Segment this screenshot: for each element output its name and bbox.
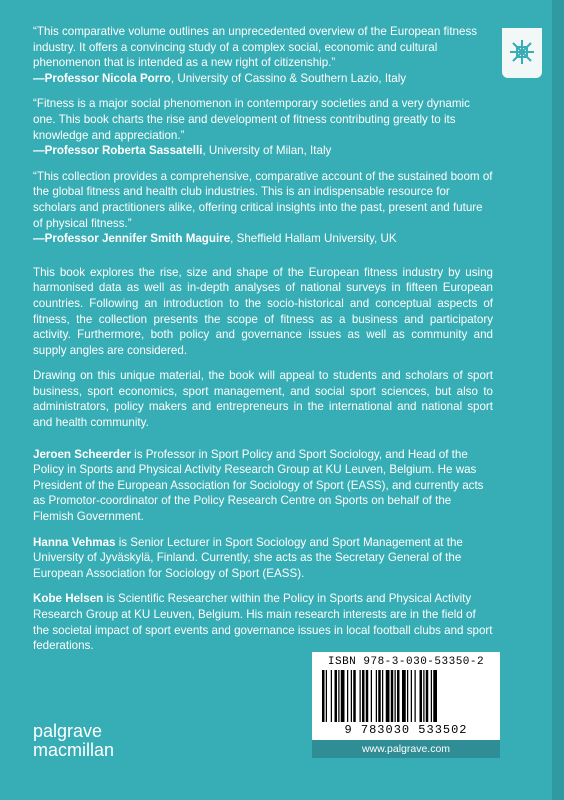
barcode-bar	[322, 670, 325, 722]
editor-bio	[33, 535, 493, 582]
spine-edge	[552, 0, 564, 800]
logo-line: macmillan	[33, 740, 115, 760]
back-cover-text	[33, 24, 493, 664]
quote-affiliation: , University of Cassino & Southern Lazio, Italy	[170, 71, 407, 85]
quote-attribution	[33, 143, 493, 159]
quote-author: —Professor Roberta Sassatelli	[33, 144, 203, 158]
publisher-url[interactable]: www.palgrave.com	[361, 743, 451, 755]
barcode-bar	[331, 670, 332, 722]
barcode-bar	[378, 670, 381, 722]
editor-name: Jeroen Scheerder	[33, 447, 131, 461]
barcode-bar	[426, 670, 429, 722]
editor-bio-text: is Scientific Researcher within the Policy in Sports and Physical Activity Research Group at KU Leuven, Belgium. His main research interests are in the field of the societal impact of sport events and governance issues in local football clubs and sport federations.	[33, 592, 493, 653]
editor-bio-text: is Professor in Sport Policy and Sport Sociology, and Head of the Policy in Sports and Physical Activity Research Group at KU Leuven, Belgium. He was President of the European Association for Sociology of Sport (EASS), and currently acts as Promotor-coordinator of the Policy Research Centre on Sports on behalf of the Flemish Government.	[33, 447, 484, 524]
description-paragraph: This book explores the rise, size and shape of the European fitness industry by using harmonised data as well as in-depth analyses of national surveys in fifteen European countries. Following an introduction to the socio-historical and conceptual aspects of fitness, the collection presents the scope of fitness as a business and participatory activity. Furthermore, both policy and governance issues as well as community and supply angles are considered.	[33, 265, 493, 357]
barcode-bar	[402, 670, 406, 722]
barcode-bar	[397, 670, 400, 722]
barcode-bar	[382, 670, 383, 722]
barcode-bar	[386, 670, 390, 722]
editor-name: Kobe Helsen	[33, 592, 104, 606]
quote-author: —Professor Jennifer Smith Maguire	[33, 232, 231, 246]
barcode-bar	[353, 670, 356, 722]
springer-badge	[502, 28, 542, 78]
quote-attribution	[33, 71, 493, 87]
isbn-label: ISBN 978-3-030-53350-2	[327, 656, 485, 668]
quote-text: “This collection provides a comprehensive, comparative account of the sustained boom of the global fitness and health club industries. This is an indispensable resource for scholars and practitioners alike, offering critical insights into the past, present and future of physical fitness.”	[33, 169, 493, 230]
barcode-icon	[320, 670, 492, 724]
editor-bio-text: is Senior Lecturer in Sport Sociology and Sport Management at the University of Jyväskylä, Finland. Currently, she acts as the Secretary General of the European Association for Sociology of Sport (EASS).	[33, 535, 463, 580]
barcode-bar	[360, 670, 361, 722]
barcode-bar	[431, 670, 432, 722]
endorsement-quote	[33, 169, 493, 247]
barcode-bar	[341, 670, 345, 722]
barcode-bar	[420, 670, 423, 722]
quote-author: —Professor Nicola Porro	[33, 71, 171, 85]
barcode-bar	[391, 670, 394, 722]
barcode-bar	[366, 670, 369, 722]
barcode-bar	[407, 670, 408, 722]
barcode-bar	[362, 670, 365, 722]
barcode-bar	[326, 670, 327, 722]
barcode-bar	[411, 670, 412, 722]
quote-text: “Fitness is a major social phenomenon in contemporary societies and a very dynamic one. This book charts the rise and development of fitness contributing greatly to its knowledge and appreciation.”	[33, 97, 470, 142]
barcode-digits: 9 783030 533502	[344, 723, 468, 737]
barcode-bar	[371, 670, 372, 722]
quote-text: “This comparative volume outlines an unprecedented overview of the European fitness industry. It offers a convincing study of a complex social, economic and cultural phenomenon that is intended as a new right of citizenship.”	[33, 25, 478, 70]
barcode-bar	[415, 670, 416, 722]
editor-name: Hanna Vehmas	[33, 535, 116, 549]
barcode-bar	[351, 670, 352, 722]
barcode-bar	[347, 670, 348, 722]
quote-affiliation: , University of Milan, Italy	[202, 144, 332, 158]
barcode-bar	[338, 670, 339, 722]
barcode-bar	[376, 670, 377, 722]
barcode-bar	[433, 670, 437, 722]
endorsement-quote	[33, 24, 493, 86]
editor-bio	[33, 591, 493, 653]
barcode-bar	[423, 670, 424, 722]
endorsement-quote	[33, 96, 493, 158]
editor-bio	[33, 447, 493, 525]
springer-snowflake-icon	[508, 38, 536, 66]
quote-attribution	[33, 231, 493, 247]
quote-affiliation: , Sheffield Hallam University, UK	[230, 232, 397, 246]
description-paragraph: Drawing on this unique material, the book will appeal to students and scholars of sport business, sport economics, sport management, and social sport sciences, but also to administrators, policy makers and entrepreneurs in the international and national sport and health community.	[33, 369, 493, 430]
barcode-bar	[335, 670, 338, 722]
barcode-bar	[395, 670, 396, 722]
logo-line: palgrave	[33, 721, 103, 741]
palgrave-macmillan-logo	[33, 722, 114, 760]
